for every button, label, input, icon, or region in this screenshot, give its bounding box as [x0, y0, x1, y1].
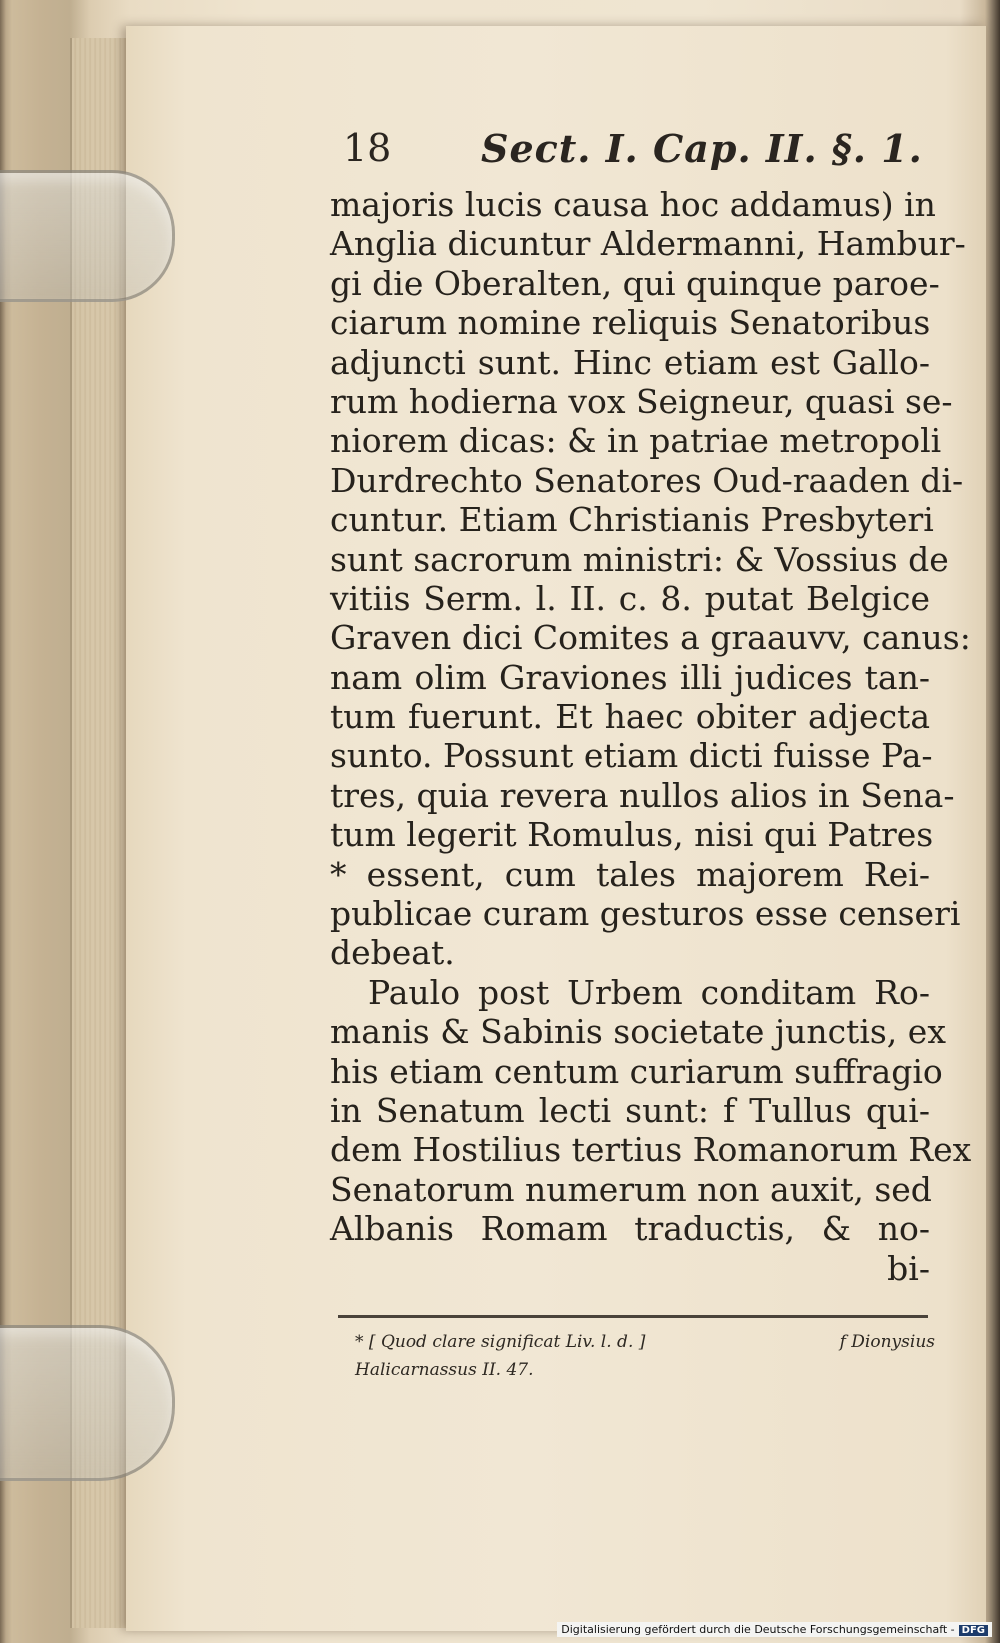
text-line: rum hodierna vox Seigneur, quasi se-: [330, 381, 953, 421]
text-line: nam olim Graviones illi judices tan-: [330, 657, 930, 697]
text-line: ciarum nomine reliquis Senatoribus: [330, 303, 931, 343]
text-line: majoris lucis causa hoc addamus) in: [330, 185, 936, 224]
running-header: [343, 126, 923, 172]
digitization-credit: [557, 1622, 992, 1637]
text-line: Graven dici Comites a graauvv, canus:: [330, 618, 971, 658]
text-line: in Senatum lecti sunt: f Tullus qui-: [330, 1090, 930, 1130]
text-line: Paulo post Urbem conditam Ro-: [368, 972, 930, 1012]
footnotes: [355, 1328, 935, 1384]
text-line: Albanis Romam traductis, & no-: [330, 1209, 930, 1249]
text-line: Anglia dicuntur Aldermanni, Hambur-: [330, 224, 966, 264]
text-line: niorem dicas: & in patriae metropoli: [330, 421, 942, 461]
text-line: sunto. Possunt etiam dicti fuisse Pa-: [330, 736, 933, 776]
text-line: Durdrechto Senatores Oud-raaden di-: [330, 460, 964, 500]
text-line: gi die Oberalten, qui quinque paroe-: [330, 263, 940, 303]
text-line: dem Hostilius tertius Romanorum Rex: [330, 1130, 972, 1170]
text-line: adjuncti sunt. Hinc etiam est Gallo-: [330, 342, 930, 382]
dfg-logo: DFG: [959, 1625, 988, 1636]
text-line: tres, quia revera nullos alios in Sena-: [330, 775, 955, 815]
footnote-row: [355, 1356, 935, 1384]
footnote-rule: [338, 1315, 928, 1318]
text-line: * essent, cum tales majorem Rei-: [330, 854, 930, 894]
page-clip-bottom: [0, 1325, 175, 1481]
text-line: Senatorum numerum non auxit, sed: [330, 1169, 932, 1209]
footnote-f-continued: Halicarnassus II. 47.: [355, 1360, 534, 1380]
page-number: 18: [343, 126, 392, 170]
text-line: manis & Sabinis societate junctis, ex: [330, 1012, 946, 1052]
text-line: publicae curam gesturos esse censeri: [330, 894, 961, 934]
footnote-star: * [ Quod clare significat Liv. l. d. ]: [355, 1332, 646, 1352]
text-line: tum fuerunt. Et haec obiter adjecta: [330, 697, 930, 737]
text-line: cuntur. Etiam Christianis Presbyteri: [330, 500, 934, 540]
text-line: sunt sacrorum ministri: & Vossius de: [330, 539, 949, 579]
page-clip-top: [0, 170, 175, 302]
footnote-row: [355, 1328, 935, 1356]
text-line: tum legerit Romulus, nisi qui Patres: [330, 815, 934, 855]
running-head-title: Sect. I. Cap. II. §. 1.: [481, 126, 923, 171]
footnote-f: f Dionysius: [839, 1332, 935, 1352]
text-line: his etiam centum curiarum suffragio: [330, 1051, 943, 1091]
credit-text: Digitalisierung gefördert durch die Deutsche Forschungsgemeinschaft -: [561, 1623, 955, 1636]
catchword: bi-: [887, 1248, 930, 1288]
text-line: debeat.: [330, 933, 455, 973]
body-text: [330, 185, 972, 1288]
text-line: vitiis Serm. l. II. c. 8. putat Belgice: [330, 578, 930, 618]
